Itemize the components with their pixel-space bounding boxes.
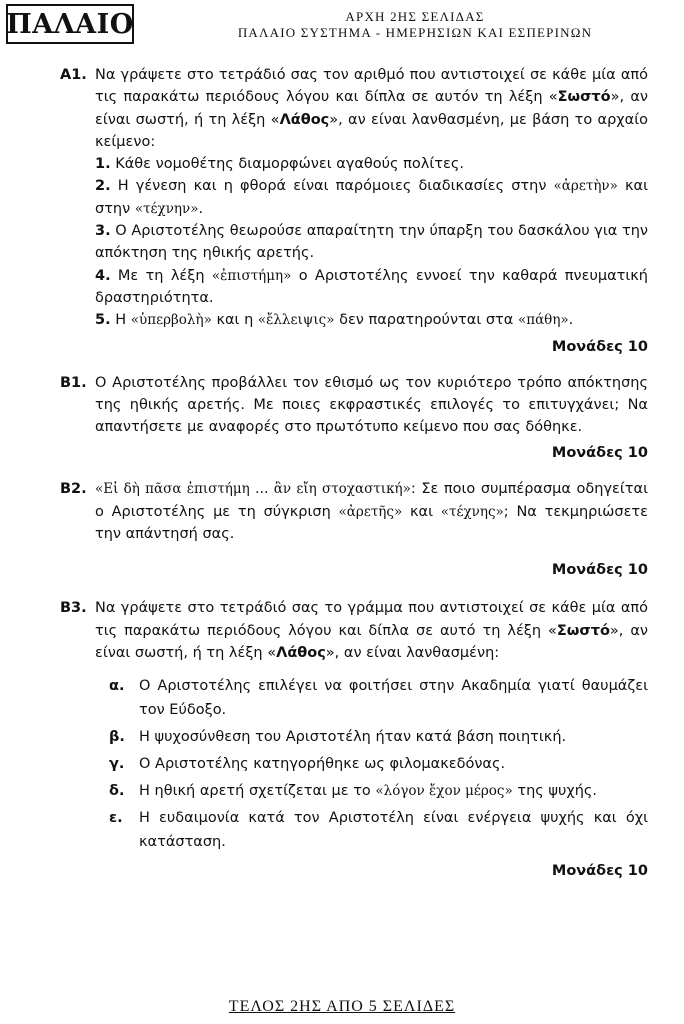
list-item: γ. Ο Αριστοτέλης κατηγορήθηκε ως φιλομακεδόνας.: [109, 756, 506, 773]
list-item: 1. Κάθε νομοθέτης διαμορφώνει αγαθούς πολίτες.: [95, 156, 464, 173]
correct-word: Σωστό: [556, 622, 610, 639]
question-text: Να γράψετε στο τετράδιό σας τον αριθμό που αντιστοιχεί σε κάθε μία από τις παρακάτω περιόδους λόγου και δίπλα σε αυτόν τη λέξη «Σωστό», αν είναι σωστή, ή τη λέξη «Λάθος», αν είναι λανθασμένη, με βάση το αρχαίο κείμενο:: [95, 67, 648, 150]
list-item: α. Ο Αριστοτέλης επιλέγει να φοιτήσει στην Ακαδημία γιατί θαυμάζει τον Εύδοξο.: [109, 678, 648, 719]
question-label: Β3.: [60, 600, 87, 617]
list-item: ε. Η ευδαιμονία κατά τον Αριστοτέλη είναι ενέργεια ψυχής και όχι κατάσταση.: [109, 810, 648, 851]
marks-label: Μονάδες 10: [551, 863, 648, 880]
wrong-word: Λάθος: [276, 644, 326, 661]
question-label: Α1.: [60, 67, 87, 83]
subject-badge: ΠΑΛΑΙΟ: [6, 4, 134, 44]
question-text: Ο Αριστοτέλης προβάλλει τον εθισμό ως τον κυριότερο τρόπο απόκτησης της ηθικής αρετής. Με ποιες εκφραστικές επιλογές το επιτυγχάνει; Να απαντήσετε με αναφορές στο πρωτότυπο κείμενο που σας δόθηκε.: [95, 374, 648, 436]
question-text: «Εἰ δὴ πᾶσα ἐπιστήμη … ἂν εἴη στοχαστική»: Σε ποιο συμπέρασμα οδηγείται ο Αριστοτέλης με τη σύγκριση «ἀρετῆς» και «τέχνης»; Να τεκμηριώσετε την απάντησή σας.: [95, 481, 648, 543]
correct-word: Σωστό: [557, 89, 611, 106]
question-label: Β1.: [60, 374, 87, 391]
marks-label: Μονάδες 10: [551, 562, 648, 579]
question-label: Β2.: [60, 481, 87, 498]
list-item: 3. Ο Αριστοτέλης θεωρούσε απαραίτητη την ύπαρξη του δασκάλου για την απόκτηση της ηθικής αρετής.: [95, 223, 649, 262]
page-header: [140, 9, 684, 41]
header-line-2: ΠΑΛΑΙΟ ΣΥΣΤΗΜΑ - ΗΜΕΡΗΣΙΩΝ ΚΑΙ ΕΣΠΕΡΙΝΩΝ: [237, 25, 593, 40]
question-a1: [60, 64, 648, 332]
question-b2: [60, 478, 648, 545]
header-line-1: ΑΡΧΗ 2ΗΣ ΣΕΛΙΔΑΣ: [345, 9, 485, 24]
page-footer: ΤΕΛΟΣ 2ΗΣ ΑΠΟ 5 ΣΕΛΙΔΕΣ: [228, 998, 456, 1015]
question-b1: [60, 372, 648, 439]
list-item: δ. Η ηθική αρετή σχετίζεται με το «λόγον ἔχον μέρος» της ψυχής.: [109, 783, 598, 800]
exam-content: [60, 64, 648, 882]
question-b3: [60, 597, 648, 854]
wrong-word: Λάθος: [279, 111, 330, 128]
marks-label: Μονάδες 10: [551, 445, 648, 462]
marks-label: Μονάδες 10: [551, 338, 648, 355]
list-item: 2. Η γένεση και η φθορά είναι παρόμοιες διαδικασίες στην «ἀρετὴν» και στην «τέχνην».: [95, 178, 649, 217]
question-text: Να γράψετε στο τετράδιό σας το γράμμα που αντιστοιχεί σε κάθε μία από τις παρακάτω περιόδους λόγου και δίπλα σε αυτό τη λέξη «Σωστό», αν είναι σωστή, ή τη λέξη «Λάθος», αν είναι λανθασμένη:: [95, 600, 648, 661]
list-item: 4. Με τη λέξη «ἐπιστήμη» ο Αριστοτέλης εννοεί την καθαρά πνευματική δραστηριότητα.: [95, 267, 648, 306]
list-item: β. Η ψυχοσύνθεση του Αριστοτέλη ήταν κατά βάση ποιητική.: [109, 729, 567, 746]
ancient-quote: «Εἰ δὴ πᾶσα ἐπιστήμη … ἂν εἴη στοχαστική»: [95, 481, 411, 498]
list-item: 5. Η «ὑπερβολὴ» και η «ἔλλειψις» δεν παρατηρούνται στα «πάθη».: [95, 312, 574, 329]
